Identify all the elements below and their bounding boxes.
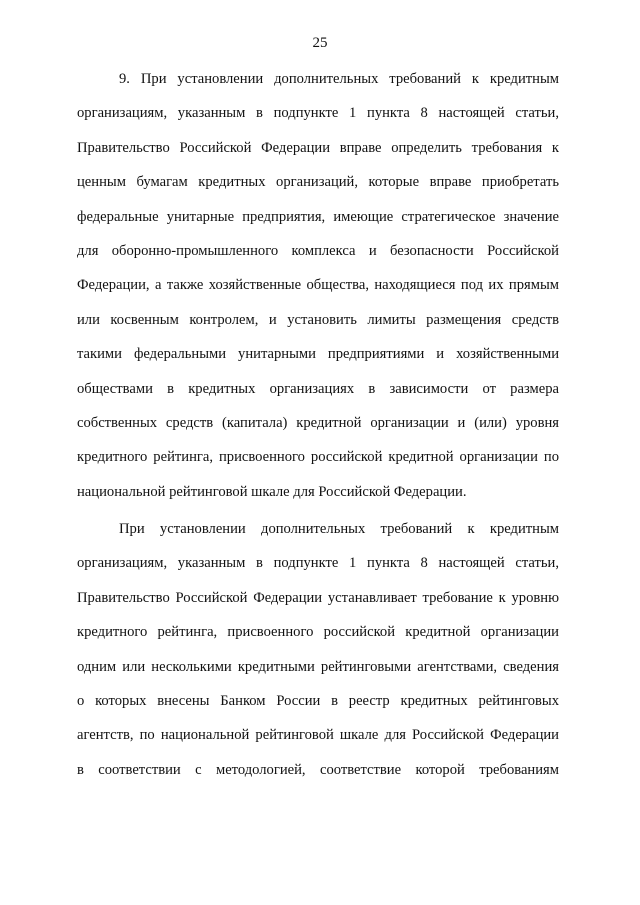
text-line: организациям, указанным в подпункте 1 пункта 8 настоящей статьи, (77, 105, 559, 122)
text-line: 9. При установлении дополнительных требований к кредитным (119, 71, 559, 87)
text-line: в соответствии с методологией, соответствие которой требованиям (77, 761, 559, 778)
text-line: При установлении дополнительных требований к кредитным (119, 521, 559, 537)
text-line: Правительство Российской Федерации вправе определить требования к (77, 139, 559, 156)
text-line: Федерации, а также хозяйственные общества, находящиеся под их прямым (77, 277, 559, 294)
paragraph-continuation (77, 512, 559, 787)
text-line: для оборонно-промышленного комплекса и безопасности Российской (77, 242, 559, 259)
text-line: о которых внесены Банком России в реестр кредитных рейтинговых (77, 692, 559, 709)
text-line: Правительство Российской Федерации устанавливает требование к уровню (77, 589, 559, 606)
text-line: кредитного рейтинга, присвоенного российской кредитной организации (77, 624, 559, 641)
text-line: собственных средств (капитала) кредитной организации и (или) уровня (77, 414, 559, 431)
text-line: такими федеральными унитарными предприятиями и хозяйственными (77, 346, 559, 363)
text-line: одним или несколькими кредитными рейтинговыми агентствами, сведения (77, 658, 559, 675)
text-line: национальной рейтинговой шкале для Российской Федерации. (77, 483, 467, 500)
text-line: федеральные унитарные предприятия, имеющие стратегическое значение (77, 208, 559, 225)
text-line: агентств, по национальной рейтинговой шкале для Российской Федерации (77, 727, 559, 744)
text-line: или косвенным контролем, и установить лимиты размещения средств (77, 311, 559, 328)
text-line: кредитного рейтинга, присвоенного российской кредитной организации по (77, 449, 559, 466)
text-line: обществами в кредитных организациях в зависимости от размера (77, 380, 559, 397)
page-number: 25 (312, 35, 328, 51)
text-line: организациям, указанным в подпункте 1 пункта 8 настоящей статьи, (77, 555, 559, 572)
paragraph-9 (77, 62, 559, 509)
text-line: ценным бумагам кредитных организаций, которые вправе приобретать (77, 174, 559, 191)
